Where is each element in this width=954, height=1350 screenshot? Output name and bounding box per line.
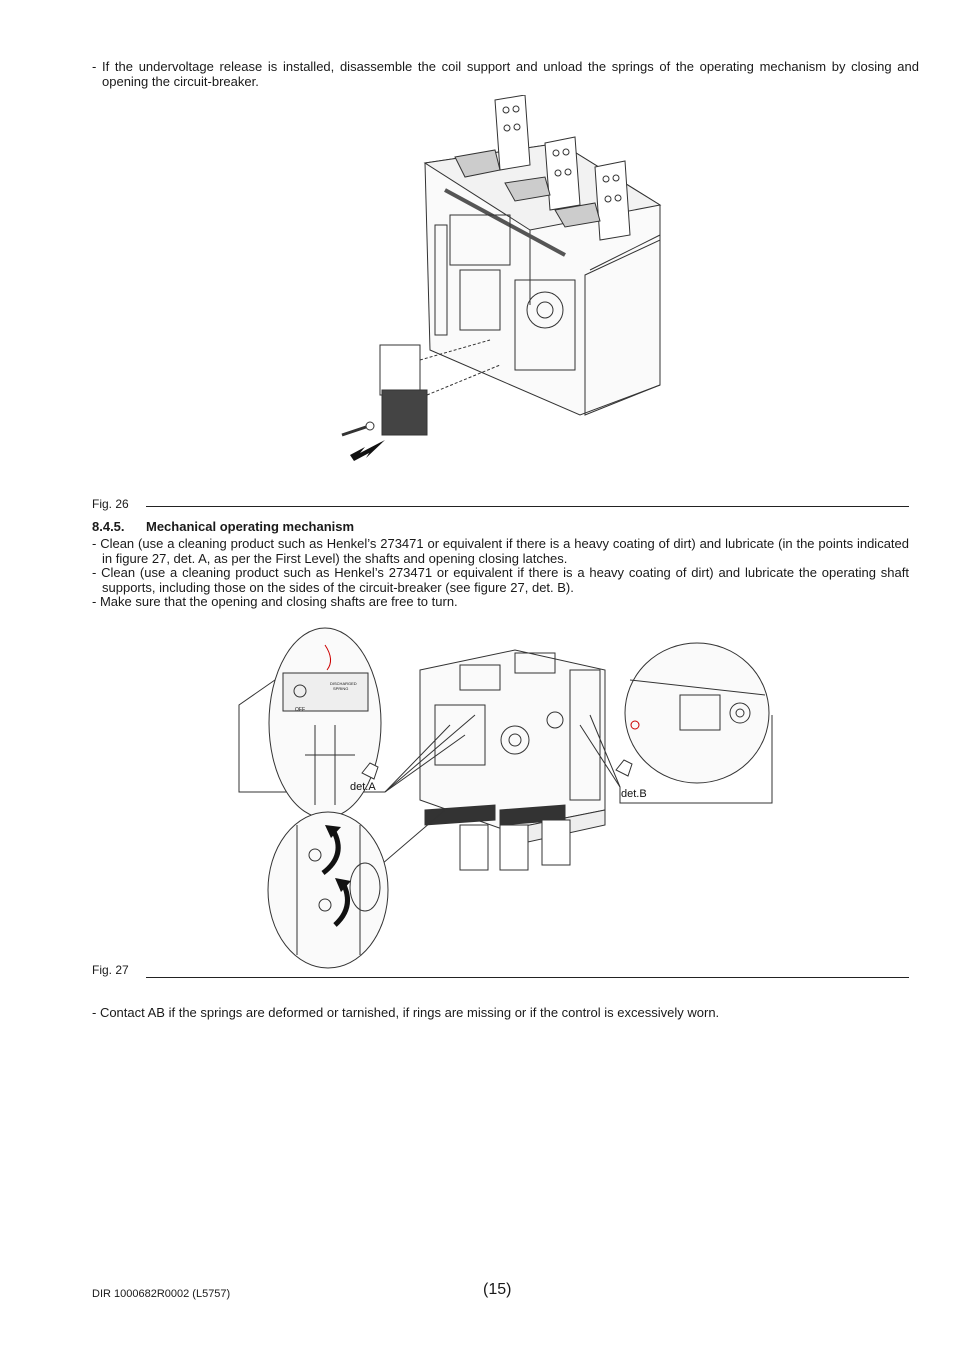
section-bullets — [92, 537, 909, 610]
fig26-drawing — [330, 95, 680, 475]
det-b-label: det.B — [621, 788, 647, 800]
fig27-rule — [146, 977, 909, 978]
det-a-label: det.A — [350, 781, 376, 793]
fig27-label: Fig. 27 — [92, 963, 129, 977]
fig27-drawing — [235, 625, 780, 970]
panel-springs-label-1: DISCHARGED — [330, 681, 357, 686]
section-bullet: - Make sure that the opening and closing shafts are free to turn. — [92, 594, 458, 609]
intro-bullet: - If the undervoltage release is installed, disassemble the coil support and unload the springs of the operating mechanism by closing and opening the circuit-breaker. — [92, 59, 919, 89]
section-bullet: - Clean (use a cleaning product such as Henkel’s 273471 or equivalent if there is a heavy coating of dirt) and lubricate the operating shaft supports, including those on the sides of the circuit-breaker (see figure 27, det. B). — [92, 565, 909, 595]
section-bullet: - Clean (use a cleaning product such as Henkel’s 273471 or equivalent if there is a heavy coating of dirt) and lubricate (in the points indicated in figure 27, det. A, as per the First Level) the shafts and opening closing latches. — [92, 536, 909, 566]
footer-page-number: (15) — [483, 1281, 512, 1298]
section-title: Mechanical operating mechanism — [146, 519, 355, 534]
fig26-label: Fig. 26 — [92, 497, 129, 511]
contact-bullet: - Contact AB if the springs are deformed or tarnished, if rings are missing or if the control is excessively worn. — [92, 1005, 720, 1020]
section-heading — [92, 519, 354, 534]
panel-springs-label-2: SPRING — [333, 686, 349, 691]
fig26-caption — [92, 497, 909, 513]
panel-off-label: OFF — [295, 707, 305, 713]
fig27-caption — [92, 963, 909, 979]
fig26-rule — [146, 506, 909, 507]
footer-doc-code: DIR 1000682R0002 (L5757) — [92, 1288, 231, 1300]
section-number: 8.4.5. — [92, 519, 125, 534]
